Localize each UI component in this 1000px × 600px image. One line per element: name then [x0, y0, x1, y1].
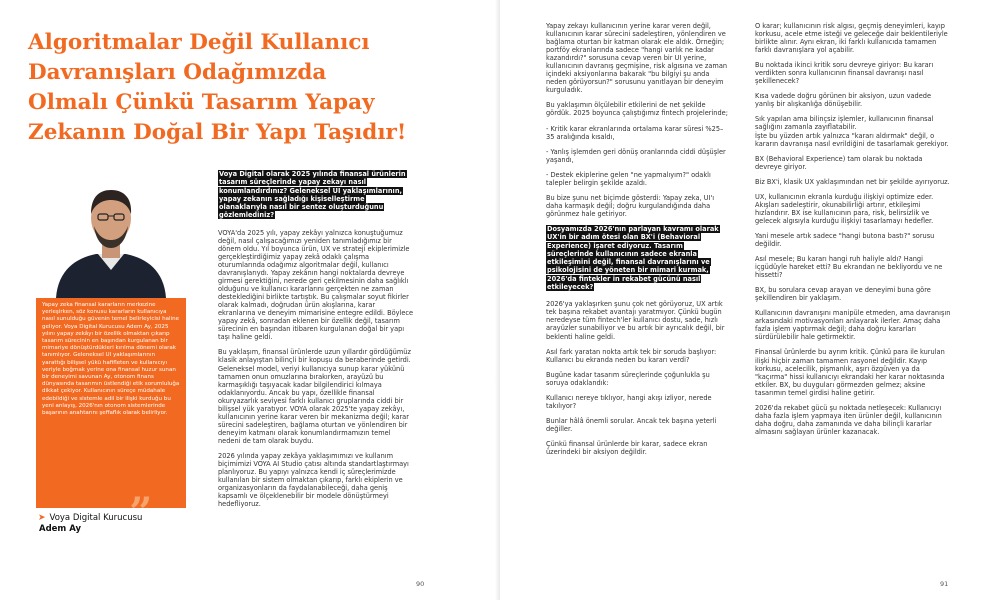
headline-line: Algoritmalar Değil Kullanıcı — [28, 30, 370, 55]
paragraph: Bunlar hâlâ önemli sorular. Ancak tek başına yeterli değiller. — [546, 416, 717, 433]
paragraph: Çünkü finansal ürünlerde bir karar, sadece ekran üzerindeki bir aksiyon değildir. — [546, 439, 708, 456]
paragraph: BX, bu sorulara cevap arayan ve deneyimi buna göre şekillendiren bir yaklaşım. — [755, 286, 931, 303]
article-column-2 — [546, 22, 730, 463]
paragraph: Bu yaklaşımın ölçülebilir etkilerini de net şekilde gördük. 2025 boyunca çalıştığımız fintech projelerinde; — [546, 101, 728, 118]
portrait-photo — [36, 170, 186, 298]
portrait-illustration — [36, 170, 186, 298]
list-item: - Yanlış işlemden geri dönüş oranlarında ciddi düşüşler yaşandı, — [546, 147, 726, 164]
page-number-left: 90 — [416, 580, 425, 588]
paragraph: UX, kullanıcının ekranla kurduğu ilişkiyi optimize eder. Akışları sadeleştirir, okunabilirliği artırır, etkileşimi hızlandırır. BX ise kullanıcının para, risk, belirsizlik ve gelecek algısıyla kurduğu ilişkiyi tasarlamayı hedefler. — [755, 192, 934, 225]
list-item: - Destek ekiplerine gelen "ne yapmalıyım?" odaklı talepler belirgin şekilde azaldı. — [546, 170, 711, 187]
question-text: Dosyamızda 2026'nın parlayan kavramı olarak UX'in bir adım ötesi olan BX'i (Behavioral Experience) işaret ediyoruz. Tasarım süreçlerinde kullanıcının sadece ekranla etkileşimini değil, finansal davranışlarını ve psikolojisini de yöneten bir mimari kurmak, 2026'da fintekler in rekabet gücünü nasıl etkileyecek? — [547, 224, 719, 292]
paragraph: BX (Behavioral Experience) tam olarak bu noktada devreye giriyor. — [755, 154, 923, 171]
paragraph: Kullanıcının davranışını manipüle etmeden, ama davranışın arkasındaki motivasyonları anlayarak ilerler. Amaç daha fazla işlem yaptırmak değil; daha doğru kararları sürdürülebilir hale getirmektir. — [755, 309, 951, 342]
paragraph: Bugüne kadar tasarım süreçlerinde çoğunlukla şu soruya odaklandık: — [546, 370, 710, 387]
paragraph: Asıl fark yaratan nokta artık tek bir soruda başlıyor: Kullanıcı bu ekranda neden bu kararı verdi? — [546, 347, 717, 364]
list-item: - Kritik karar ekranlarında ortalama karar süresi %25–35 aralığında kısaldı, — [546, 124, 724, 141]
question-highlight — [546, 225, 730, 291]
paragraph: Finansal ürünlerde bu ayrım kritik. Çünkü para ile kurulan ilişki hiçbir zaman tamamen rasyonel değildir. Kayıp korkusu, acelecilik, pişmanlık, aşırı özgüven ya da "kaçırma" hissi kullanıcıyı ekrandaki her karar noktasında etkiler. BX, bu duyguları görmezden gelmez; aksine tasarımın temel girdisi haline getirir. — [755, 348, 945, 397]
paragraph: VOYA'da 2025 yılı, yapay zekâyı yalnızca konuştuğumuz değil, nasıl çalışacağımızı yeniden tanımladığımız bir dönem oldu. Yıl boyunca ürün, UX ve strateji ekiplerimizle gerçekleştirdiğimiz yapay zekâ odaklı çalışma oturumlarında odağımız algoritmalar değil, kullanıcı davranışlarıydı. Yapay zekânın hangi noktalarda devreye girmesi gerektiğini, nerede geri çekilmesinin daha sağlıklı olduğunu ve kullanıcı kararlarını gerçekten ne zaman desteklediğini birlikte tartıştık. Bu çalışmalar soyut fikirler olarak kalmadı, doğrudan ürün akışlarına, karar ekranlarına ve deneyim mimarisine entegre edildi. Böylece yapay zekâ, sonradan eklenen bir özellik değil, tasarım sürecinin en başından itibaren kurgulanan doğal bir yapı taşı haline geldi. — [218, 228, 414, 342]
paragraph: Kısa vadede doğru görünen bir aksiyon, uzun vadede yanlış bir alışkanlığa dönüşebilir. — [755, 92, 932, 109]
paragraph: Biz BX'i, klasik UX yaklaşımından net bir şekilde ayırıyoruz. — [755, 177, 950, 186]
arrow-icon: ➤ — [38, 513, 46, 523]
page-number-right: 91 — [940, 580, 949, 588]
quote-icon: „ — [130, 466, 154, 513]
author-role: Voya Digital Kurucusu — [49, 513, 143, 523]
paragraph: Bu bize şunu net biçimde gösterdi: Yapay zeka, UI'ı daha karmaşık değil; doğru kurgulandığında daha görünmez hale getiriyor. — [546, 193, 715, 218]
intro-text: Yapay zeka finansal kararların merkezine yerleşirken, söz konusu kararların kullanıcıya nasıl sunulduğu güvenin temel belirleyicisi haline geliyor. Voya Digital Kurucusu Adem Ay, 2025 yılını yapay zekâyı bir özellik olmaktan çıkarıp tasarım sürecinin en başından kurgulanan bir mimariye dönüştürdükleri kırılma dönemi olarak tanımlıyor. Geleneksel UI yaklaşımlarının yarattığı bilişsel yükü hafifleten ve kullanıcıyı veriyle boğmak yerine ona finansal huzur sunan bir deneyimi savunan Ay, otonom finans dünyasında tasarımın üstlendiği etik sorumluluğa dikkat çekiyor. Kullanıcının süreçe müdahale edebildiği ve sistemle adil bir ilişki kurduğu bu yeni anlayış, 2026'nın otonom sistemlerinde başarının anahtarını şeffaflık olarak belirliyor. — [42, 302, 180, 417]
headline-line: Davranışları Odağımızda — [28, 60, 327, 85]
article-column-1 — [218, 170, 414, 515]
headline-line: Zekanın Doğal Bir Yapı Taşıdır! — [28, 120, 407, 145]
paragraph: Asıl mesele; Bu kararı hangi ruh haliyle aldı? Hangi içgüdüyle hareket etti? Bu ekrandan ne bekliyordu ve ne hissetti? — [755, 255, 943, 280]
paragraph: Bu yaklaşım, finansal ürünlerde uzun yıllardır gördüğümüz klasik anlayıştan bilinçli bir kopuşu da beraberinde getirdi. Geleneksel model, veriyi kullanıcıya sunup karar yükünü tamamen onun omuzlarına bırakırken, arayüzü bu karmaşıklığı taşıyacak kadar bilgilendirici kılmaya odaklanıyordu. Ancak bu yapı, özellikle finansal okuryazarlık seviyesi farklı kullanıcı gruplarında ciddi bir bilişsel yük yaratıyor. VOYA olarak 2025'te yapay zekâyı, kullanıcının yerine karar veren bir mekanizma değil; karar sürecini sadeleştiren, bağlama oturtan ve yönlendiren bir deneyim katmanı olarak konumlandırmamızın temel nedeni de tam olarak buydu. — [218, 348, 411, 445]
author-name: Adem Ay — [39, 524, 82, 534]
paragraph: Sık yapılan ama bilinçsiz işlemler, kullanıcının finansal sağlığını zamanla zayıflatabilir. İşte bu yüzden artık yalnızca "kararı aldırmak" değil, o kararın davranışa nasıl evrildiğini de tasarlamak gerekiyor. — [755, 115, 949, 148]
paragraph: 2026 yılında yapay zekâya yaklaşımımızı ve kullanım biçimimizi VOYA AI Studio çatısı altında standartlaştırmayı planlıyoruz. Bu yapıyı yalnızca kendi iç süreçlerimizde kullanılan bir sistem olmaktan çıkarıp, farklı ekiplerin ve organizasyonların da faydalanabileceği, daha geniş kapsamlı ve ölçeklenebilir bir modele dönüştürmeyi hedefliyoruz. — [218, 452, 409, 509]
headline-line: Olmalı Çünkü Tasarım Yapay — [28, 90, 375, 115]
intro-panel — [36, 298, 186, 513]
right-page — [500, 0, 1000, 600]
author-signature — [38, 513, 142, 535]
headline — [28, 28, 408, 148]
question-highlight — [218, 170, 414, 220]
article-column-3 — [755, 22, 951, 443]
paragraph: Kullanıcı nereye tıklıyor, hangi akışı izliyor, nerede takılıyor? — [546, 393, 712, 410]
paragraph: 2026'ya yaklaşırken şunu çok net görüyoruz, UX artık tek başına rekabet avantajı yaratmıyor. Çünkü bugün neredeyse tüm fintech'ler kullanıcı dostu, sade, hızlı arayüzler sunabiliyor ve bu artık bir ayrıcalık değil, bir beklenti haline geldi. — [546, 300, 725, 341]
question-text: Voya Digital olarak 2025 yılında finansal ürünlerin tasarım süreçlerinde yapay zekayı nasıl konumlandırdınız? Geleneksel UI yaklaşımlarının, yapay zekanın sağladığı kişiselleştirme olanaklarıyla nasıl bir sentez oluşturduğunu gözlemlediniz? — [219, 170, 406, 220]
paragraph: Bu noktada ikinci kritik soru devreye giriyor: Bu kararı verdikten sonra kullanıcının finansal davranışı nasıl şekillenecek? — [755, 61, 934, 86]
paragraph: O karar; kullanıcının risk algısı, geçmiş deneyimleri, kayıp korkusu, acele etme isteği ve geleceğe dair beklentileriyle birlikte alınır. Aynı ekran, iki farklı kullanıcıda tamamen farklı davranışlara yol açabilir. — [755, 22, 948, 55]
paragraph: 2026'da rekabet gücü şu noktada netleşecek: Kullanıcıyı daha fazla işlem yapmaya iten ürünler değil, kullanıcının daha doğru, daha zamanında ve daha bilinçli kararlar almasını sağlayan ürünler kazanacak. — [755, 403, 942, 436]
paragraph: Yani mesele artık sadece "hangi butona bastı?" sorusu değildir. — [755, 231, 935, 248]
paragraph: Yapay zekayı kullanıcının yerine karar veren değil, kullanıcının karar sürecini sadeleştiren, yönlendiren ve bağlama oturtan bir katman olarak ele aldık. Örneğin; portföy ekranlarında sadece "hangi varlık ne kadar kazandırdı?" sorusuna cevap veren bir UI yerine, kullanıcının davranış geçmişine, risk algısına ve zaman içindeki aksiyonlarına bakarak "bu bilgiyi şu anda neden görüyorsun?" sorusunu yanıtlayan bir deneyim kurguladık. — [546, 22, 728, 95]
